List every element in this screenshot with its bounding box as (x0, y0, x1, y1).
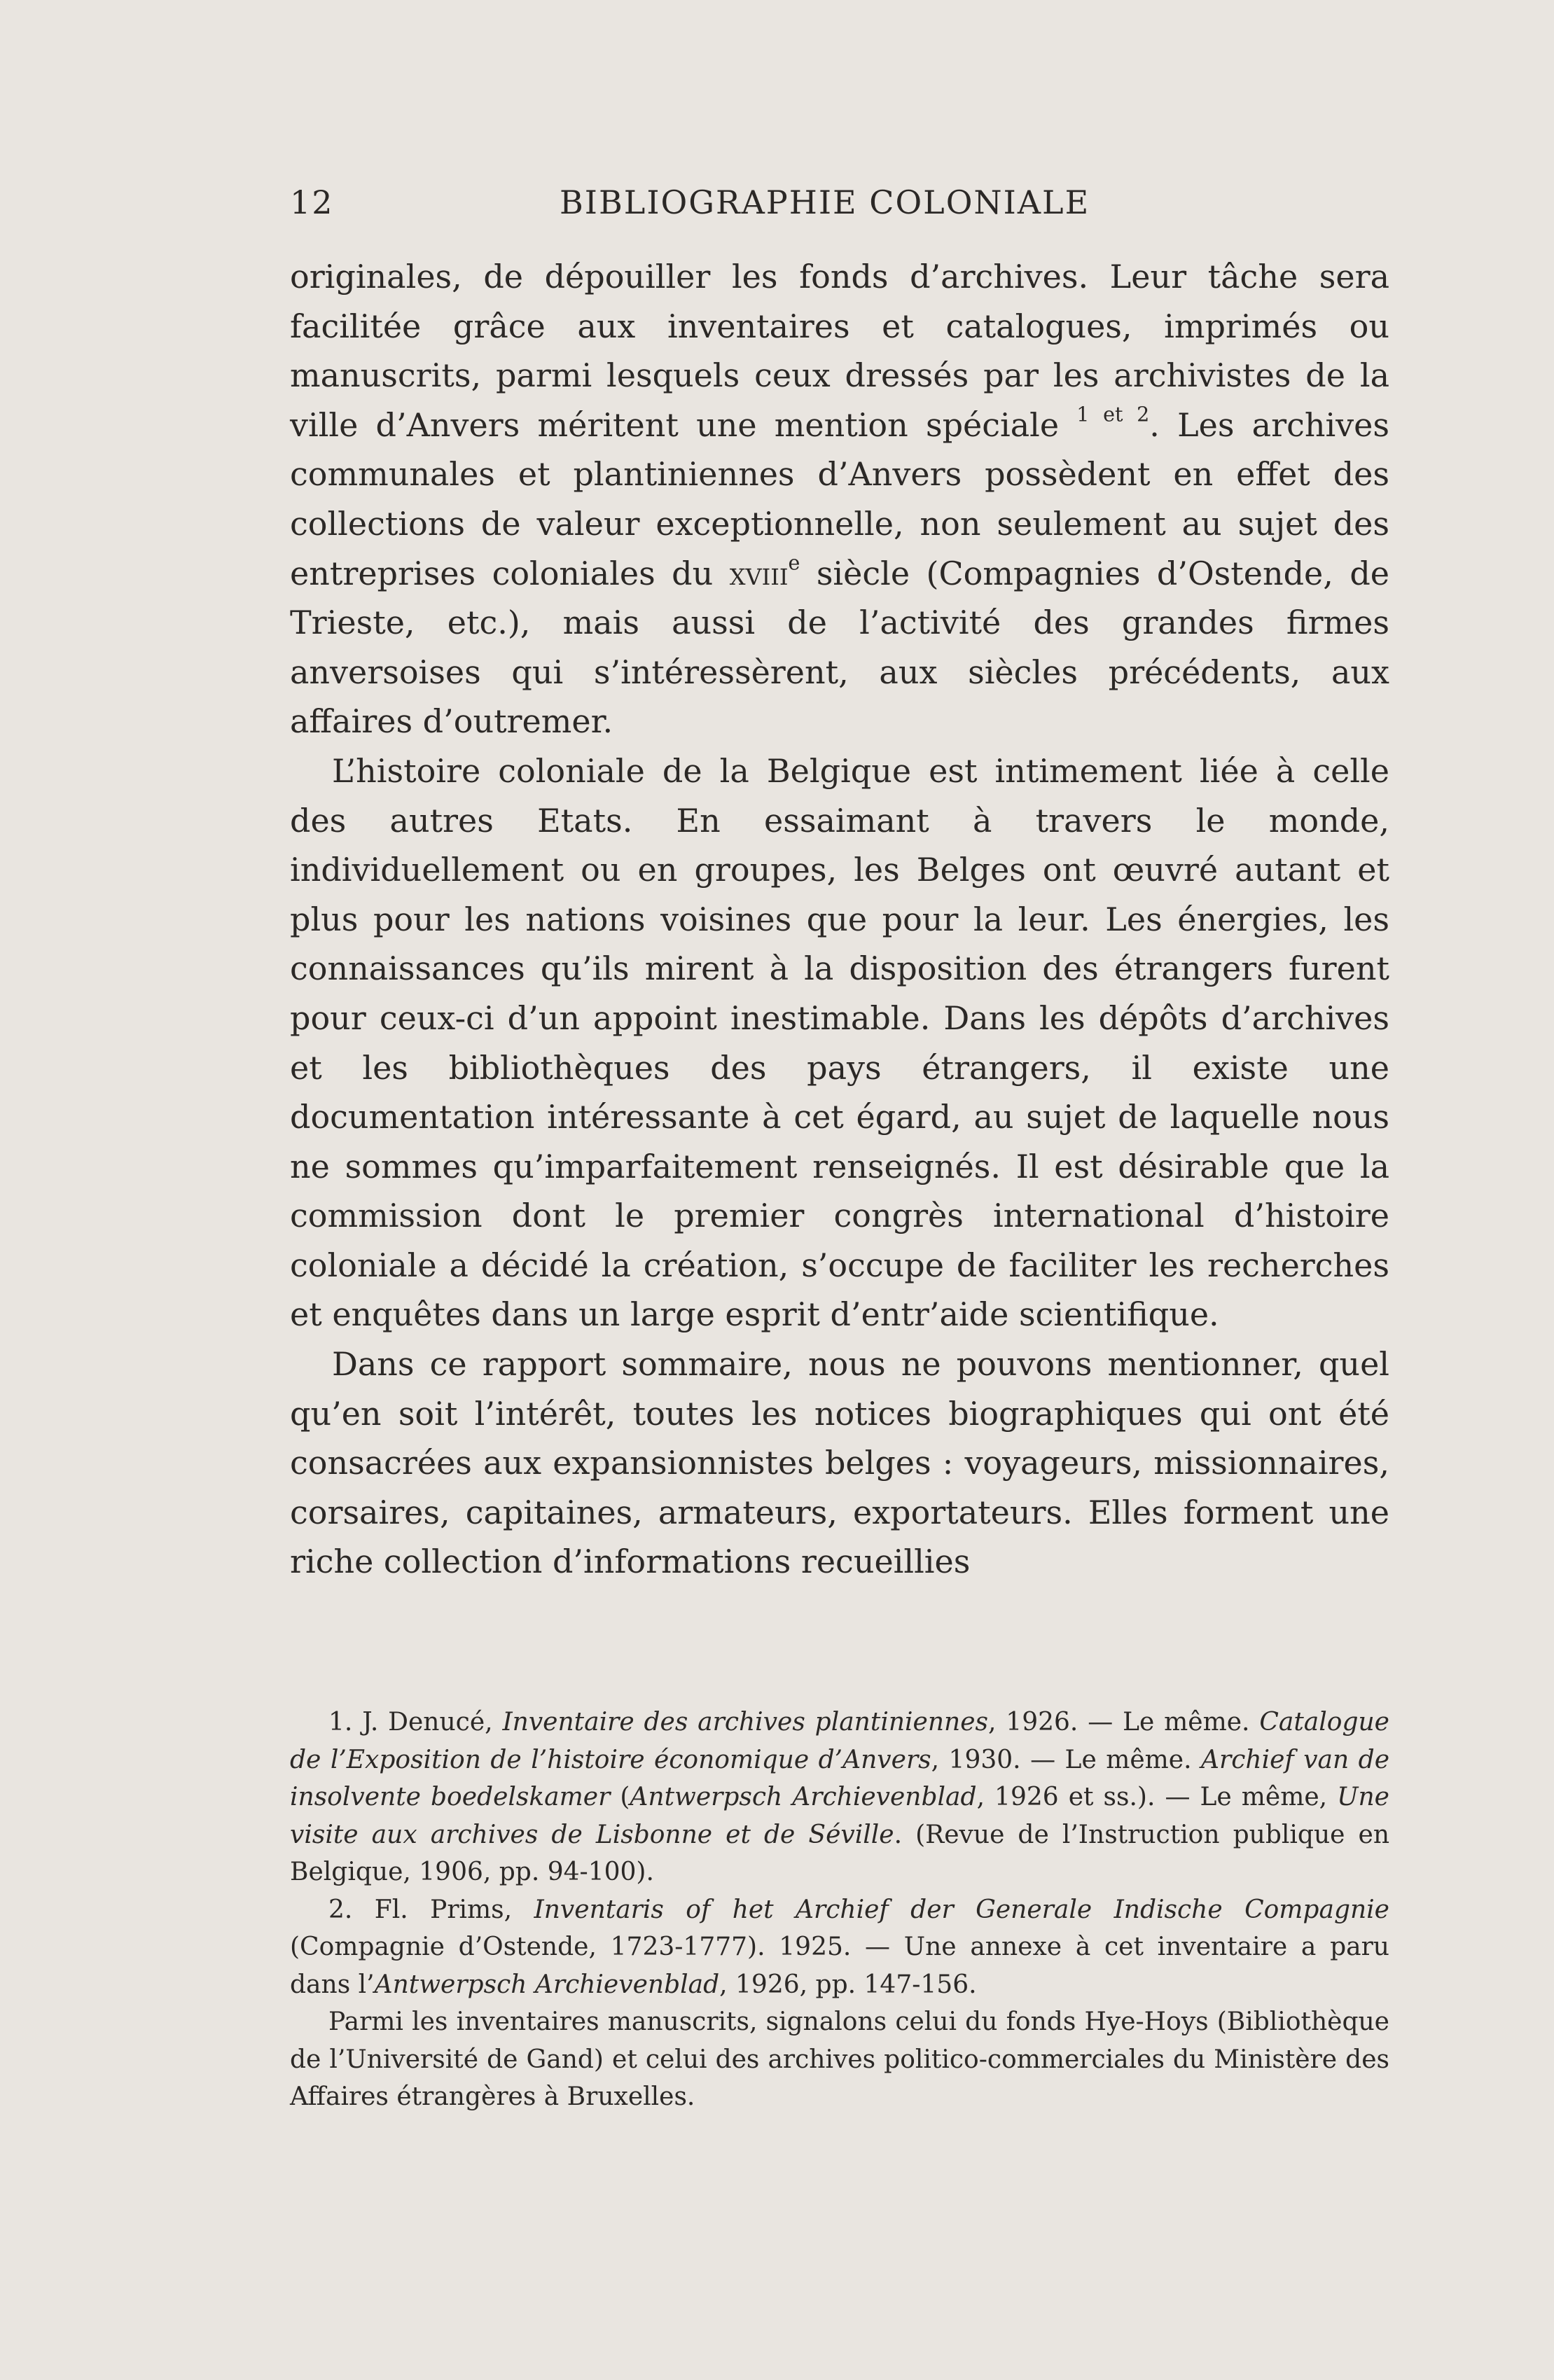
main-text (290, 252, 1389, 1587)
paragraph-1: originales, de dépouiller les fonds d’archives. Leur tâche sera facilitée grâce aux inventaires et catalogues, imprimés ou manuscrits, parmi lesquels ceux dressés par les archivistes de la ville d’Anvers méritent une mention spéciale $^{1 et 2}$. Les archives communales et plantiniennes d’Anvers possèdent en effet des collections de valeur exceptionnelle, non seulement au sujet des entreprises coloniales du xviii$^e$ siècle (Compagnies d’Ostende, de Trieste, etc.), mais aussi de l’activité des grandes firmes anversoises qui s’intéressèrent, aux siècles précédents, aux affaires d’outremer. (290, 258, 1389, 741)
running-header (290, 183, 1389, 232)
footnotes (290, 1704, 1389, 2116)
footnote-1: 1. J. Denucé, Inventaire des archives plantiniennes, 1926. — Le même. Catalogue de l’Exposition de l’histoire économique d’Anvers, 1930. — Le même. Archief van de insolvente boedelskamer (Antwerpsch Archievenblad, 1926 et ss.). — Le même, Une visite aux archives de Lisbonne et de Séville. (Revue de l’Instruction publique en Belgique, 1906, pp. 94-100). (290, 1708, 1390, 1886)
paragraph-3: Dans ce rapport sommaire, nous ne pouvons mentionner, quel qu’en soit l’intérêt, toutes les notices biographiques qui ont été consacrées aux expansionnistes belges : voyageurs, missionnaires, corsaires, capitaines, armateurs, exportateurs. Elles forment une riche collection d’informations recueillies (290, 1345, 1389, 1581)
footnote-3: Parmi les inventaires manuscrits, signalons celui du fonds Hye-Hoys (Bibliothèque de l’Université de Gand) et celui des archives politico-commerciales du Ministère des Affaires étrangères à Bruxelles. (290, 2007, 1389, 2111)
century-numeral: xviii (729, 554, 789, 592)
footnote-2: 2. Fl. Prims, Inventaris of het Archief der Generale Indische Compagnie (Compagnie d’Ostende, 1723-1777). 1925. — Une annexe à cet inventaire a paru dans l’Antwerpsch Archievenblad, 1926, pp. 147-156. (290, 1895, 1389, 1999)
page-number: 12 (290, 183, 334, 221)
paragraph-2: L’histoire coloniale de la Belgique est intimement liée à celle des autres Etats. En essaimant à travers le monde, individuellement ou en groupes, les Belges ont œuvré autant et plus pour les nations voisines que pour la leur. Les énergies, les connaissances qu’ils mirent à la disposition des étrangers furent pour ceux-ci d’un appoint inestimable. Dans les dépôts d’archives et les bibliothèques des pays étrangers, il existe une documentation intéressante à cet égard, au sujet de laquelle nous ne sommes qu’imparfaitement renseignés. Il est désirable que la commission dont le premier congrès international d’histoire coloniale a décidé la création, s’occupe de faciliter les recherches et enquêtes dans un large esprit d’entr’aide scientifique. (290, 751, 1389, 1334)
running-title: BIBLIOGRAPHIE COLONIALE (560, 183, 1090, 221)
century-suffix: e (788, 551, 800, 575)
footnote-ref-1-and-2: 1 et 2 (1076, 403, 1150, 426)
